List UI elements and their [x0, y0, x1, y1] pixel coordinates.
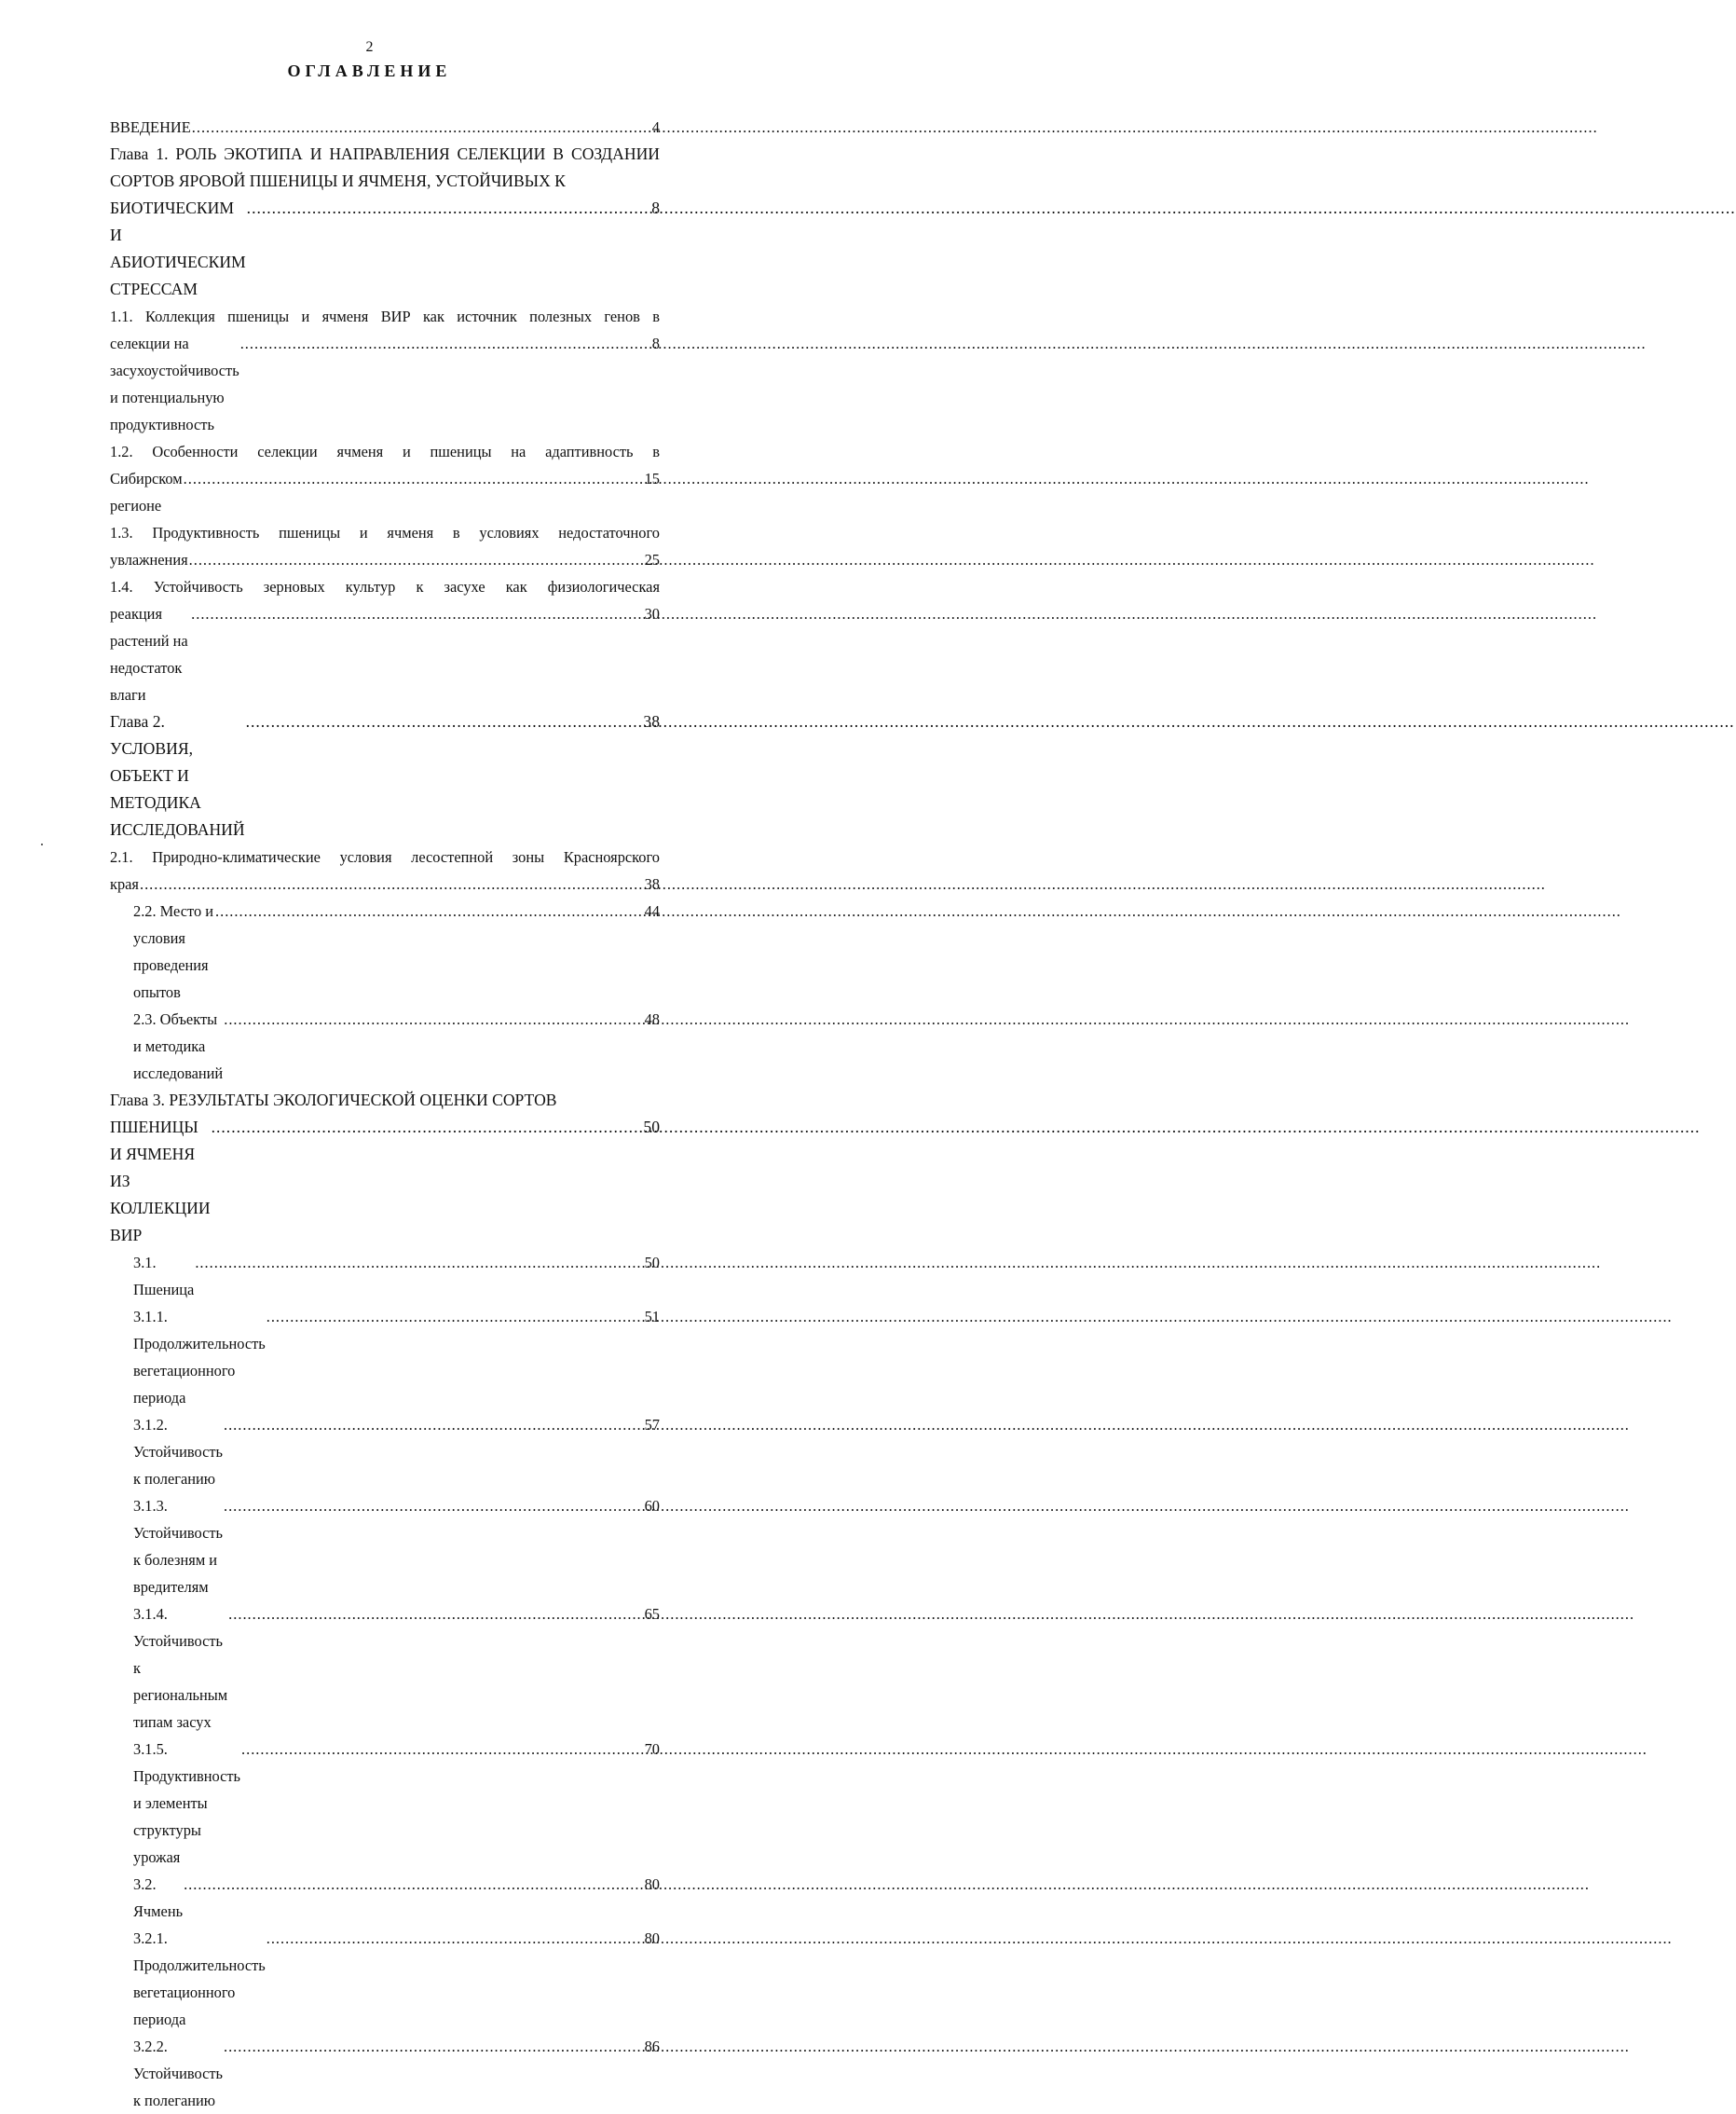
toc-entry-title-line: Сибирском регионе: [110, 470, 183, 515]
toc-entry-section-3-1[interactable]: [110, 1249, 660, 1303]
toc-entry-section-3-2-1[interactable]: [110, 1925, 660, 2033]
toc-entry-title-line: 1.3. Продуктивность пшеницы и ячменя в условиях недостаточного: [110, 524, 660, 542]
dot-leader: [212, 1114, 643, 1141]
toc-entry-title: ВВЕДЕНИЕ: [110, 118, 191, 136]
toc-entry-title: 3.1.4. Устойчивость к региональным типам засух: [133, 1605, 228, 1731]
dot-leader: [224, 2033, 644, 2060]
toc-entry-page: 25: [644, 551, 660, 569]
toc-entry-title: 3.2.2. Устойчивость к полеганию: [133, 2038, 223, 2109]
toc-entry-title: 3.1. Пшеница: [133, 1254, 195, 1298]
toc-entry-section-1-1[interactable]: [110, 303, 660, 438]
toc-entry-page: 8: [651, 199, 660, 217]
toc-entry-title-line: 2.1. Природно-климатические условия лесостепной зоны Красноярского: [110, 848, 660, 866]
toc-entry-section-3-1-5[interactable]: [110, 1736, 660, 1871]
toc-entry-chapter-2[interactable]: [110, 708, 660, 844]
toc-entry-chapter-1[interactable]: [110, 141, 660, 303]
toc-entry-page: 4: [651, 118, 660, 136]
toc-entry-title-line: БИОТИЧЕСКИМ И АБИОТИЧЕСКИМ СТРЕССАМ: [110, 199, 246, 298]
toc-entry-section-3-2[interactable]: [110, 1871, 660, 1925]
toc-entry-page: 8: [651, 335, 660, 352]
toc-entry-page: 48: [644, 1010, 660, 1028]
toc-entry-title-line: 1.2. Особенности селекции ячменя и пшеницы на адаптивность в: [110, 443, 660, 460]
toc-entry-chapter-3[interactable]: [110, 1087, 660, 1249]
toc-entry-page: 50: [643, 1118, 660, 1136]
toc-entry-section-3-1-1[interactable]: [110, 1303, 660, 1411]
dot-leader: [246, 708, 643, 735]
toc-entry-title-line: 1.1. Коллекция пшеницы и ячменя ВИР как источник полезных генов в: [110, 308, 660, 325]
toc-entry-title-line: СОРТОВ ЯРОВОЙ ПШЕНИЦЫ И ЯЧМЕНЯ, УСТОЙЧИВЫХ К: [110, 172, 566, 190]
page-number: 2: [365, 39, 374, 55]
table-of-contents: [110, 114, 660, 2114]
toc-entry-page: 38: [644, 875, 660, 893]
dot-leader: [241, 1736, 644, 1763]
toc-entry-page: 86: [644, 2038, 660, 2055]
toc-entry-title: 3.2. Ячмень: [133, 1875, 184, 1920]
dot-leader: [191, 600, 643, 627]
toc-entry-title-line: 1.4. Устойчивость зерновых культур к засухе как физиологическая: [110, 578, 660, 596]
toc-entry-page: 15: [644, 470, 660, 487]
toc-entry-page: 51: [644, 1308, 660, 1325]
toc-entry-title-line: края: [110, 875, 139, 893]
toc-entry-section-2-2[interactable]: [110, 898, 660, 1006]
dot-leader: [184, 1871, 644, 1898]
toc-entry-title: 3.1.1. Продолжительность вегетационного периода: [133, 1308, 266, 1407]
toc-entry-page: 30: [644, 605, 660, 623]
toc-entry-title-line: Глава 1. РОЛЬ ЭКОТИПА И НАПРАВЛЕНИЯ СЕЛЕКЦИИ В СОЗДАНИИ: [110, 144, 660, 163]
toc-entry-title: 2.3. Объекты и методика исследований: [133, 1010, 224, 1082]
page-title: ОГЛАВЛЕНИЕ: [287, 62, 452, 80]
toc-entry-page: 50: [644, 1254, 660, 1271]
dot-leader: [224, 1006, 643, 1033]
toc-entry-page: 60: [644, 1497, 660, 1515]
dot-leader: [189, 546, 644, 573]
toc-entry-section-2-3[interactable]: [110, 1006, 660, 1087]
toc-entry-page: 65: [644, 1605, 660, 1623]
toc-entry-page: 57: [644, 1416, 660, 1434]
toc-entry-page: 38: [643, 712, 660, 731]
toc-entry-title-line: реакция растений на недостаток влаги: [110, 605, 188, 704]
toc-entry-section-1-4[interactable]: [110, 573, 660, 708]
dot-leader: [224, 1411, 644, 1438]
toc-entry-page: 80: [644, 1929, 660, 1947]
toc-entry-section-3-2-2[interactable]: [110, 2033, 660, 2114]
dot-leader: [228, 1600, 643, 1627]
dot-leader: [192, 114, 651, 141]
toc-entry-section-1-2[interactable]: [110, 438, 660, 519]
dot-leader: [267, 1303, 644, 1330]
dot-leader: [215, 898, 644, 925]
dot-leader: [184, 465, 644, 492]
dot-leader: [224, 1492, 644, 1519]
toc-entry-title: 2.2. Место и условия проведения опытов: [133, 902, 214, 1001]
toc-entry-page: 70: [644, 1740, 660, 1758]
toc-entry-title: 3.1.2. Устойчивость к полеганию: [133, 1416, 223, 1488]
scan-speck: [41, 844, 43, 845]
toc-entry-title-line: селекции на засухоустойчивость и потенциальную продуктивность: [110, 335, 239, 433]
dot-leader: [140, 871, 644, 898]
toc-entry-section-3-1-4[interactable]: [110, 1600, 660, 1736]
dot-leader: [247, 195, 651, 222]
toc-entry-section-3-1-3[interactable]: [110, 1492, 660, 1600]
toc-entry-page: 44: [644, 902, 660, 920]
toc-entry-title-line: ПШЕНИЦЫ И ЯЧМЕНЯ ИЗ КОЛЛЕКЦИИ ВИР: [110, 1118, 211, 1244]
toc-entry-title: 3.2.1. Продолжительность вегетационного периода: [133, 1929, 266, 2028]
toc-entry-section-3-1-2[interactable]: [110, 1411, 660, 1492]
toc-entry-section-1-3[interactable]: [110, 519, 660, 573]
dot-leader: [267, 1925, 644, 1952]
toc-entry-intro[interactable]: [110, 114, 660, 141]
toc-entry-title: Глава 2. УСЛОВИЯ, ОБЪЕКТ И МЕТОДИКА ИССЛЕДОВАНИЙ: [110, 712, 245, 839]
toc-entry-title-line: Глава 3. РЕЗУЛЬТАТЫ ЭКОЛОГИЧЕСКОЙ ОЦЕНКИ СОРТОВ: [110, 1091, 557, 1109]
toc-entry-title: 3.1.5. Продуктивность и элементы структуры урожая: [133, 1740, 240, 1866]
toc-entry-section-2-1[interactable]: [110, 844, 660, 898]
dot-leader: [240, 330, 651, 357]
toc-entry-title-line: увлажнения: [110, 551, 188, 569]
dot-leader: [195, 1249, 643, 1276]
toc-entry-page: 80: [644, 1875, 660, 1893]
toc-entry-title: 3.1.3. Устойчивость к болезням и вредителям: [133, 1497, 223, 1596]
